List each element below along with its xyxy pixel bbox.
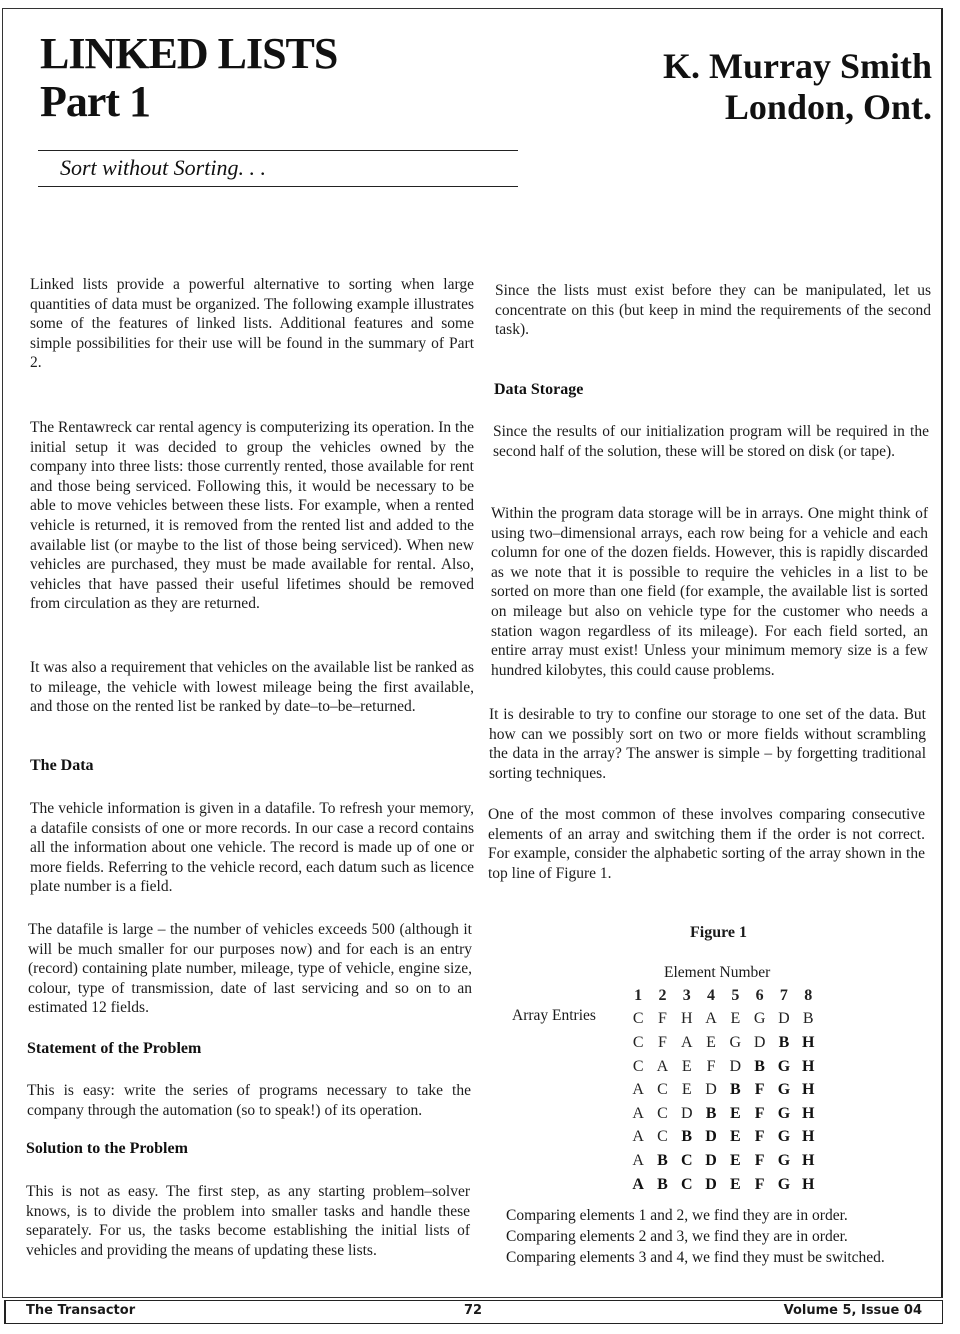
heading-data-storage: Data Storage	[494, 381, 584, 398]
array-entry: B	[754, 1057, 765, 1075]
array-entry: H	[802, 1175, 815, 1193]
figure-column-header: Element Number	[664, 964, 771, 981]
element-number: 3	[682, 986, 691, 1004]
element-number: 6	[755, 986, 764, 1004]
array-entries-row	[626, 1102, 820, 1126]
element-number: 8	[804, 986, 813, 1004]
array-entry: E	[730, 1104, 741, 1122]
array-entry: E	[681, 1057, 692, 1075]
author-block	[663, 46, 932, 128]
right-column-block	[494, 380, 934, 400]
array-entry: A	[632, 1175, 644, 1193]
array-entry: E	[730, 1010, 741, 1028]
author-location: London, Ont.	[724, 87, 932, 127]
heading-statement-of-problem: Statement of the Problem	[27, 1040, 202, 1057]
footer-publication: The Transactor	[26, 1303, 136, 1318]
element-number: 4	[707, 986, 716, 1004]
array-entry: B	[657, 1151, 668, 1169]
array-entry: F	[754, 1104, 765, 1122]
array-entry: D	[705, 1151, 717, 1169]
array-entry: H	[802, 1057, 815, 1075]
rentawreck-paragraph: The Rentawreck car rental agency is computerizing its operation. In the initial setup it was decided to group the vehicles owned by the company into three lists: those currently rented, those available for rent and those being serviced. Following this, it would be necessary to be able to move vehicles between these lists. For example, when a rented vehicle is returned, it is removed from the rented list and added to the available list (or maybe to the list of those being serviced). When new vehicles are purchased, they must be made available for rental. Also, vehicles that have passed their useful lifetimes should be removed from circulation as they are returned.	[30, 419, 474, 613]
array-entries-row	[626, 1031, 820, 1055]
array-entry: D	[680, 1104, 693, 1122]
statement-paragraph: This is easy: write the series of programs necessary to take the company through the automation (so to speak!) of its operation.	[27, 1082, 471, 1119]
array-entry: G	[777, 1081, 791, 1099]
figure-note: Comparing elements 3 and 4, we find they must be switched.	[506, 1249, 885, 1266]
left-column-block	[30, 418, 474, 614]
array-entries-row	[626, 1126, 820, 1150]
array-entry: A	[632, 1151, 644, 1169]
array-entry: H	[802, 1104, 815, 1122]
array-entry: F	[657, 1010, 667, 1028]
array-entry: E	[681, 1081, 692, 1099]
author-name: K. Murray Smith	[663, 46, 932, 86]
array-entry: H	[802, 1033, 815, 1051]
subtitle: Sort without Sorting. . .	[60, 155, 266, 180]
array-entry: E	[706, 1033, 716, 1051]
array-entry: A	[705, 1010, 717, 1028]
array-entry: C	[657, 1081, 668, 1099]
left-column-block	[28, 920, 472, 1018]
heading-solution-to-problem: Solution to the Problem	[26, 1140, 188, 1157]
array-entry: D	[705, 1081, 717, 1099]
array-entry: D	[729, 1057, 742, 1075]
array-entries-row	[626, 1078, 820, 1102]
left-column	[30, 275, 474, 373]
array-entry: C	[680, 1175, 693, 1193]
array-entry: H	[802, 1151, 815, 1169]
array-entry: C	[632, 1010, 644, 1028]
array-entries-row	[626, 1008, 820, 1032]
figure-table	[626, 984, 820, 1196]
array-entry: E	[730, 1175, 741, 1193]
array-entry: B	[802, 1010, 814, 1028]
array-entry: F	[754, 1151, 765, 1169]
requirement-paragraph: It was also a requirement that vehicles on the available list be ranked as to mileage, the vehicle with lowest mileage being the first available, and those on the rented list be ranked by date–to–be–returned.	[30, 659, 474, 716]
array-entry: D	[778, 1010, 790, 1028]
array-entry: B	[705, 1104, 717, 1122]
array-entry: A	[632, 1081, 644, 1099]
left-column-block	[26, 1182, 470, 1260]
array-entry: A	[680, 1033, 693, 1051]
right-column-block	[488, 805, 925, 883]
array-entry: G	[777, 1175, 791, 1193]
left-column-block	[27, 1081, 471, 1120]
array-entry: G	[777, 1128, 791, 1146]
array-entry: C	[632, 1033, 644, 1051]
footer-issue: Volume 5, Issue 04	[783, 1303, 922, 1318]
element-number: 7	[779, 986, 788, 1004]
heading-the-data: The Data	[30, 757, 94, 774]
element-number: 5	[731, 986, 740, 1004]
left-column-block	[26, 1139, 470, 1159]
array-entry: C	[657, 1128, 668, 1146]
subtitle-block	[38, 150, 518, 187]
left-column-block	[30, 756, 474, 776]
array-entry: F	[754, 1128, 765, 1146]
desirable-paragraph: It is desirable to try to confine our storage to one set of the data. But how can we possibly sort on two or more fields without scrambling the data in the array? The answer is simple – by forgetting traditional sorting techniques.	[489, 706, 926, 782]
array-entry: C	[680, 1151, 693, 1169]
element-number-row	[626, 984, 820, 1008]
array-entry: A	[632, 1104, 644, 1122]
figure-note: Comparing elements 1 and 2, we find they are in order.	[506, 1207, 848, 1224]
solution-paragraph: This is not as easy. The first step, as any starting problem–solver knows, is to divide the problem into smaller tasks and handle these separately. For us, the tasks become establishing the initial lists of vehicles and providing the means of updating these lists.	[26, 1183, 470, 1259]
right-column	[495, 281, 931, 340]
data-paragraph-1: The vehicle information is given in a datafile. To refresh your memory, a datafile consists of one or more records. In our case a record contains all the information about one vehicle. The record is made up of one or more fields. Referring to the vehicle record, each datum such as licence plate number is a field.	[30, 800, 474, 896]
array-entries-row	[626, 1149, 820, 1173]
array-entry: F	[754, 1175, 765, 1193]
intro-paragraph: Linked lists provide a powerful alternative to sorting when large quantities of data must be organized. The following example illustrates some of the features of linked lists. Additional features and some simple possibilities for their use will be found in the summary of Part 2.	[30, 276, 474, 372]
array-entry: H	[802, 1128, 815, 1146]
left-column-block	[30, 799, 474, 897]
figure-row-label: Array Entries	[512, 1007, 596, 1024]
figure-title: Figure 1	[690, 924, 748, 941]
element-number: 2	[658, 986, 667, 1004]
figure-notes	[506, 1205, 885, 1268]
array-entry: E	[730, 1128, 741, 1146]
left-column-block	[30, 658, 474, 717]
right-column-block	[489, 705, 926, 783]
array-entry: D	[705, 1175, 717, 1193]
title-line-2: Part 1	[40, 77, 151, 126]
storage-paragraph-2: Within the program data storage will be in arrays. One might think of using two–dimensional arrays, each row being for a vehicle and each column for one of the dozen fields. However, this is rapidly discarded as we note that it is possible to require the vehicles in a list to be sorted on more than one field (for example, the available list is sorted on mileage but also on vehicle type for the customer who needs a station wagon regardless of its mileage). For each field sorted, an entire array must exist! Unless your minimum memory size is a few hundred kilobytes, this could cause problems.	[491, 505, 928, 679]
right-column-block	[491, 504, 928, 680]
subtitle-rule-bottom	[38, 186, 518, 187]
footer-page-number: 72	[464, 1303, 483, 1318]
article-title	[40, 30, 337, 126]
array-entry: G	[753, 1010, 766, 1028]
array-entry: D	[705, 1128, 717, 1146]
data-paragraph-2: The datafile is large – the number of vehicles exceeds 500 (although it will be much smaller for our purposes now) and for each is an entry (record) containing plate number, mileage, type of vehicle, engine size, colour, type of transmission, date of last servicing and so on to an estimated 12 fields.	[28, 921, 472, 1017]
title-line-1: LINKED LISTS	[40, 29, 338, 78]
array-entry: A	[656, 1057, 669, 1075]
since-paragraph: Since the lists must exist before they can be manipulated, let us concentrate on this (but keep in mind the requirements of the second task).	[495, 282, 931, 339]
array-entry: H	[802, 1081, 815, 1099]
figure-note: Comparing elements 2 and 3, we find they are in order.	[506, 1228, 848, 1245]
array-entry: H	[680, 1010, 693, 1028]
array-entry: F	[657, 1033, 667, 1051]
common-paragraph: One of the most common of these involves comparing consecutive elements of an array and switching them if the order is not correct. For example, consider the alphabetic sorting of the array shown in the top line of Figure 1.	[488, 806, 925, 882]
array-entry: B	[681, 1128, 693, 1146]
array-entries-row	[626, 1173, 820, 1197]
storage-paragraph-1: Since the results of our initialization program will be required in the second half of the solution, these will be stored on disk (or tape).	[493, 423, 929, 460]
array-entry: C	[657, 1104, 668, 1122]
left-column-block	[27, 1039, 471, 1059]
array-entry: B	[657, 1175, 668, 1193]
right-column-block	[493, 422, 929, 461]
array-entry: C	[632, 1057, 644, 1075]
element-number: 1	[634, 986, 643, 1004]
array-entry: A	[632, 1128, 644, 1146]
array-entry: F	[754, 1081, 765, 1099]
array-entry: D	[753, 1033, 766, 1051]
array-entry: G	[777, 1104, 791, 1122]
page-footer	[4, 1300, 943, 1324]
array-entry: B	[730, 1081, 741, 1099]
array-entry: G	[777, 1151, 791, 1169]
array-entry: G	[777, 1057, 791, 1075]
array-entry: F	[706, 1057, 716, 1075]
array-entry: E	[730, 1151, 741, 1169]
array-entry: B	[778, 1033, 790, 1051]
array-entry: G	[729, 1033, 742, 1051]
array-entries-row	[626, 1055, 820, 1079]
